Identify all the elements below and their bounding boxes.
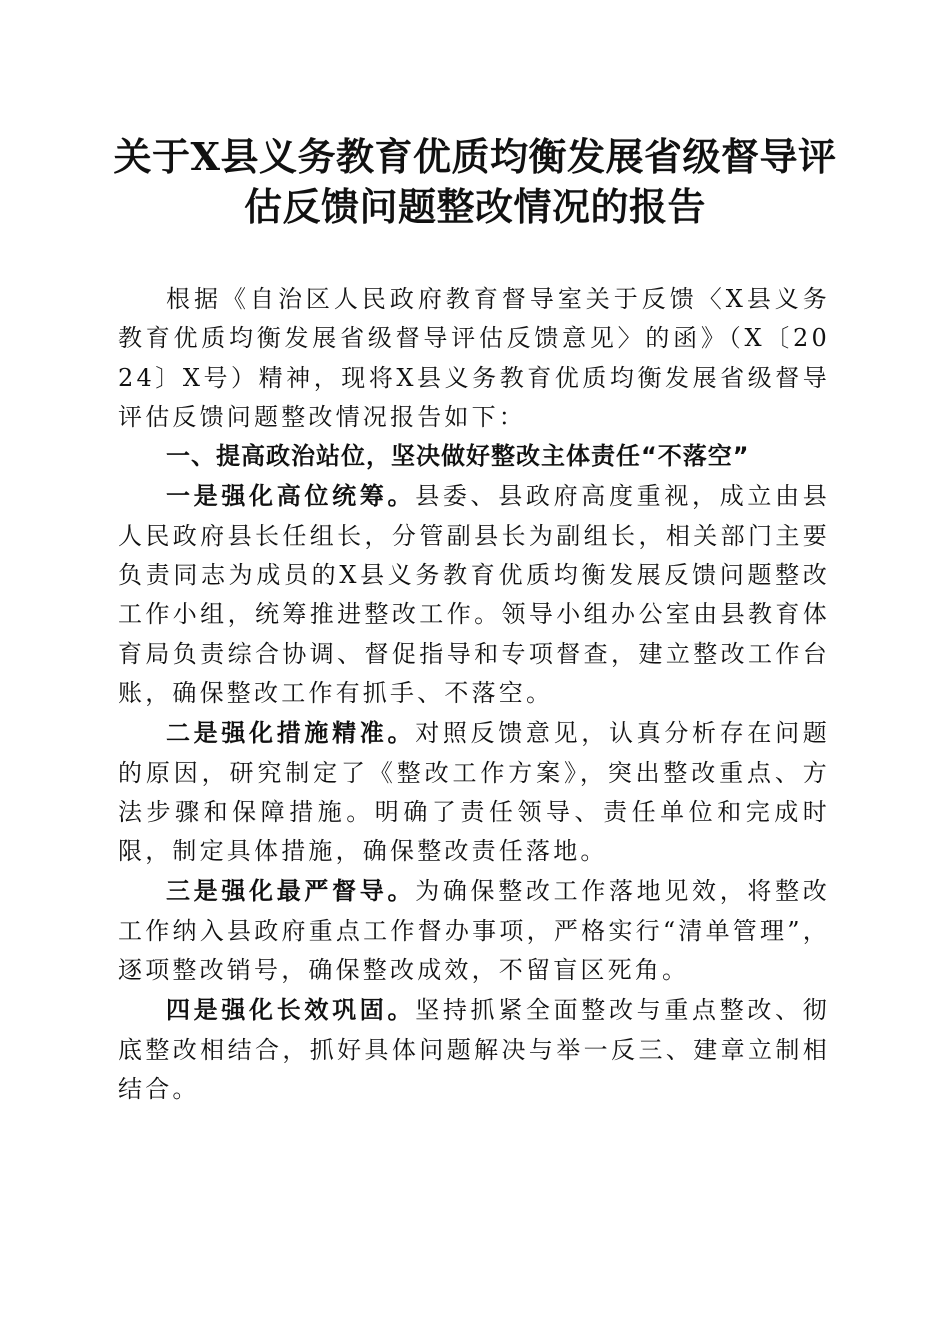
item-lead: 三是强化最严督导。 <box>166 876 416 906</box>
item-text: 对照反馈意见，认真分析存在问题的原因，研究制定了《整改工作方案》，突出整改重点、方法步骤和保障措施。明确了责任领导、责任单位和完成时限，制定具体措施，确保整改责任落地。 <box>118 719 830 866</box>
item-text: 县委、县政府高度重视，成立由县人民政府县长任组长，分管副县长为副组长，相关部门主要负责同志为成员的X县义务教育优质均衡发展反馈问题整改工作小组，统筹推进整改工作。领导小组办公室由县教育体育局负责综合协调、督促指导和专项督查，建立整改工作台账，确保整改工作有抓手、不落空。 <box>118 482 830 707</box>
item-text: 为确保整改工作落地见效，将整改工作纳入县政府重点工作督办事项，严格实行“清单管理”，逐项整改销号，确保整改成效，不留盲区死角。 <box>118 877 830 985</box>
title-line-2: 估反馈问题整改情况的报告 <box>243 184 706 229</box>
item-lead: 四是强化长效巩固。 <box>166 995 416 1025</box>
section-heading-1: 一、提高政治站位，坚决做好整改主体责任“不落空” <box>166 442 750 471</box>
item-lead: 一是强化高位统筹。 <box>166 481 416 511</box>
document-title <box>100 132 850 232</box>
item-lead: 二是强化措施精准。 <box>166 718 416 748</box>
paragraph-item-1 <box>118 476 830 713</box>
document-body <box>118 280 830 1109</box>
intro-paragraph: 根据《自治区人民政府教育督导室关于反馈〈X县义务教育优质均衡发展省级督导评估反馈意见〉的函》（X〔2024〕X号）精神，现将X县义务教育优质均衡发展省级督导评估反馈问题整改情况报告如下： <box>118 285 830 431</box>
paragraph-item-3 <box>118 871 830 990</box>
title-line-1: 关于X县义务教育优质均衡发展省级督导评 <box>113 134 837 179</box>
paragraph-item-4 <box>118 990 830 1109</box>
item-text: 坚持抓紧全面整改与重点整改、彻底整改相结合，抓好具体问题解决与举一反三、建章立制相结合。 <box>118 996 830 1103</box>
paragraph-item-2 <box>118 713 830 871</box>
